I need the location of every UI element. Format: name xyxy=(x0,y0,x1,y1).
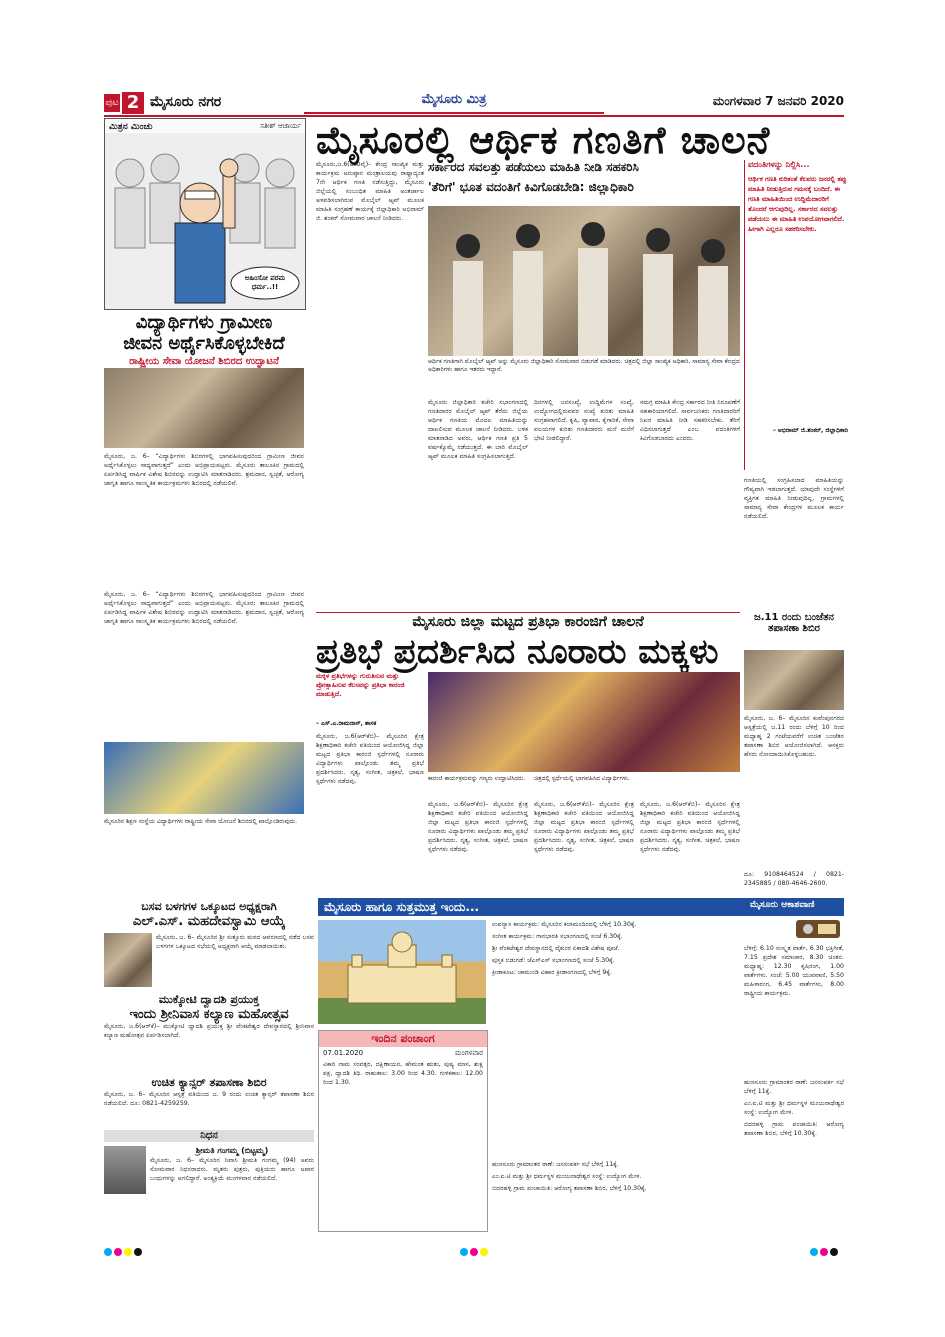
obituary-section: ನಿಧನ xyxy=(104,1130,314,1142)
talent-kicker: ಮೈಸೂರು ಜಿಲ್ಲಾ ಮಟ್ಟದ ಪ್ರತಿಭಾ ಕಾರಂಜಿಗೆ ಚಾಲನೆ xyxy=(412,614,644,630)
registration-mark xyxy=(114,1248,122,1256)
page-label: ಪುಟ xyxy=(104,94,120,112)
brief-1-photo xyxy=(104,933,152,987)
briefs-column xyxy=(104,900,314,1118)
notice-item: ಎಂ.ಐ.ಟಿ ಮತ್ತು ಶ್ರೀ ಧರ್ಮಸ್ಥಳ ಮಂಜುನಾಥೇಶ್ವರ ಸಂಸ್ಥೆ: ಉದ್ಯೋಗ ಮೇಳ. xyxy=(492,1173,642,1180)
main-headline: ಮೈಸೂರಲ್ಲಿ ಆರ್ಥಿಕ ಗಣತಿಗೆ ಚಾಲನೆ xyxy=(316,118,771,162)
palace-photo xyxy=(318,920,486,1024)
main-dateline: ಮೈಸೂರು,ಜ.6(ಎಂಟಿವೈ)– ಕೇಂದ್ರ ಸಾಂಖ್ಯಿಕ ಮತ್ತು ಕಾರ್ಯಕ್ರಮ ಅನುಷ್ಠಾನ ಮಂತ್ರಾಲಯವು ರಾಷ್ಟ್ರಾದ್ಯಂತ 7ನೇ ಆರ್ಥಿಕ ಗಣತಿ ನಡೆಸುತ್ತಿದ್ದು, ಮೈಸೂರು ಜಿಲ್ಲೆಯಲ್ಲಿ ಸಂಬಂಧಿತ ಮಾಹಿತಿ ಅಂತರ್ಜಾಲ ಅಳವಡಿಸಲಾಗಿರುವ ಮೊಬೈಲ್ ಆ್ಯಪ್ ಮೂಲಕ ಮಾಹಿತಿ ಸಂಗ್ರಹಣೆ ಕಾರ್ಯಕ್ಕೆ ಜಿಲ್ಲಾಧಿಕಾರಿ ಅಭಿರಾಮ್ ಜಿ. ಶಂಕರ್ ಸೋಮವಾರ ಚಾಲನೆ ನೀಡಿದರು. xyxy=(316,161,424,222)
notice-item: ಹುಣಸೂರು ಗ್ರಾಮಾಂತರ ಠಾಣೆ: ಜನಸಂಪರ್ಕ ಸಭೆ ಬೆಳಿಗ್ಗೆ 11ಕ್ಕೆ. xyxy=(492,1161,619,1168)
sidebar-quote-body: ಆರ್ಥಿಕ ಗಣತಿ ಕುರಿತಂತೆ ಕೆಲವರು ಜನರಲ್ಲಿ ತಪ್ಪು ಮಾಹಿತಿ ನೀಡುತ್ತಿರುವ ಗಮನಕ್ಕೆ ಬಂದಿದೆ. ಈ ಗಣತಿ ಮಾಹಿತಿಯಿಂದ ಉದ್ದಿಮೆದಾರರಿಗೆ ತೊಂದರೆ ಆಗುವುದಿಲ್ಲ. ಸರ್ಕಾರದ ಸವಲತ್ತು ಪಡೆಯಲು ಈ ಮಾಹಿತಿ ಉಪಯೋಗವಾಗಲಿದೆ. ಹೀಗಾಗಿ ಎಲ್ಲರೂ ಸಹಕರಿಸಬೇಕು. xyxy=(748,175,847,233)
today-item: ಶ್ರೀ ವೆಂಕಟೇಶ್ವರ ದೇವಸ್ಥಾನದಲ್ಲಿ ವೈಕುಂಠ ಏಕಾದಶಿ ವಿಶೇಷ ಪೂಜೆ. xyxy=(492,945,620,952)
brief-3-title: ಉಚಿತ ಕ್ಯಾನ್ಸರ್ ತಪಾಸಣಾ ಶಿಬಿರ xyxy=(151,1076,267,1089)
left-story-body-2: ಮೈಸೂರು, ಜ. 6– “ವಿದ್ಯಾರ್ಥಿಗಳು ಶಿಬಿರಗಳಲ್ಲಿ ಭಾಗವಹಿಸುವುದರಿಂದ ಗ್ರಾಮೀಣ ಜೀವನ ಅರ್ಥೈಸಿಕೊಳ್ಳಲು ಸಾಧ್ಯವಾಗುತ್ತದೆ” ಎಂದು ಅಭಿಪ್ರಾಯಪಟ್ಟರು. ಮೈಸೂರು ತಾಲೂಕಿನ ಗ್ರಾಮದಲ್ಲಿ ಏರ್ಪಡಿಸಿದ್ದ ವಾರ್ಷಿಕ ವಿಶೇಷ ಶಿಬಿರವನ್ನು ಉದ್ಘಾಟಿಸಿ ಮಾತನಾಡಿದರು. ಶ್ರಮದಾನ, ಸ್ವಚ್ಛತೆ, ಆರೋಗ್ಯ ಜಾಗೃತಿ ಹಾಗೂ ಸಾಂಸ್ಕೃತಿಕ ಕಾರ್ಯಕ್ರಮಗಳು ಶಿಬಿರದಲ್ಲಿ ನಡೆಯಲಿವೆ. xyxy=(104,591,304,625)
obituary-body: ಮೈಸೂರು, ಜ. 6– ಮೈಸೂರಿನ ನಿವಾಸಿ ಶ್ರೀಮತಿ ಗಂಗಮ್ಮ (94) ಅವರು ಸೋಮವಾರ ನಿಧನರಾದರು. ಮೃತರು ಪುತ್ರರು, ಪುತ್ರಿಯರು ಹಾಗೂ ಅಪಾರ ಬಂಧುಗಳನ್ನು ಅಗಲಿದ್ದಾರೆ. ಅಂತ್ಯಕ್ರಿಯೆ ಮಂಗಳವಾರ ನಡೆಯಲಿದೆ. xyxy=(150,1157,314,1182)
registration-mark xyxy=(104,1248,112,1256)
talent-caption-1: ಕಾರಂಜಿ ಕಾರ್ಯಕ್ರಮವನ್ನು ಗಣ್ಯರು ಉದ್ಘಾಟಿಸಿದರು. xyxy=(428,775,526,782)
notice-item: ಬಿದರಹಳ್ಳಿ ಗ್ರಾಮ ಪಂಚಾಯಿತಿ: ಆರೋಗ್ಯ ತಪಾಸಣಾ ಶಿಬಿರ, ಬೆಳಿಗ್ಗೆ 10.30ಕ್ಕೆ. xyxy=(492,1185,647,1192)
sidebar-quote-author: – ಅಭಿರಾಮ್ ಜಿ.ಶಂಕರ್, ಜಿಲ್ಲಾಧಿಕಾರಿ xyxy=(772,427,848,434)
brief-2-body: ಮೈಸೂರು, ಜ.6(ಆರ್‌ಕೆ)– ಮುಕ್ಕೋಟಿ ದ್ವಾದಶಿ ಪ್ರಯುಕ್ತ ಶ್ರೀ ವೆಂಕಟೇಶ್ವರ ದೇವಸ್ಥಾನದಲ್ಲಿ ಶ್ರೀನಿವಾಸ ಕಲ್ಯಾಣ ಮಹೋತ್ಸವ ಏರ್ಪಡಿಸಲಾಗಿದೆ. xyxy=(104,1023,314,1039)
notices-list-2 xyxy=(492,1160,740,1240)
masthead: ಮೈಸೂರು ಮಿತ್ರ xyxy=(304,92,604,114)
nss-photo xyxy=(104,368,304,448)
brief-1-title-2: ಎಲ್.ಎಸ್. ಮಹದೇವಸ್ವಾಮಿ ಆಯ್ಕೆ xyxy=(132,914,286,929)
panchanga-body: ವಿಕಾರಿ ನಾಮ ಸಂವತ್ಸರ, ದಕ್ಷಿಣಾಯನ, ಹೇಮಂತ ಋತು, ಪುಷ್ಯ ಮಾಸ, ಶುಕ್ಲ ಪಕ್ಷ, ದ್ವಾದಶಿ ತಿಥಿ. ರಾಹುಕಾಲ: 3.00 ರಿಂದ 4.30. ಗುಳಿಕಕಾಲ: 12.00 ರಿಂದ 1.30. xyxy=(323,1061,483,1086)
main-photo xyxy=(428,206,740,356)
brief-3-body: ಮೈಸೂರು, ಜ. 6– ಮೈಸೂರಿನ ಆಸ್ಪತ್ರೆ ವತಿಯಿಂದ ಜ. 9 ರಂದು ಉಚಿತ ಕ್ಯಾನ್ಸರ್ ತಪಾಸಣಾ ಶಿಬಿರ ನಡೆಯಲಿದೆ. ದೂ: 0821-4259259. xyxy=(104,1091,314,1107)
obituary-name: ಶ್ರೀಮತಿ ಗಂಗಮ್ಮ (ಬಿಟ್ಟಮ್ಮ) xyxy=(195,1146,269,1155)
cartoon-title: ಮಿತ್ರನ ಮಿಂಚು xyxy=(109,122,153,132)
notice-item: ಹುಣಸೂರು ಗ್ರಾಮಾಂತರ ಠಾಣೆ: ಜನಸಂಪರ್ಕ ಸಭೆ ಬೆಳಿಗ್ಗೆ 11ಕ್ಕೆ. xyxy=(744,1079,844,1095)
panchanga-day: ಮಂಗಳವಾರ xyxy=(454,1049,483,1057)
main-subhead-2: 'ತೆರಿಗೆ' ಭೂತ ವದಂತಿಗೆ ಕಿವಿಗೊಡಬೇಡಿ: ಜಿಲ್ಲಾಧಿಕಾರಿ xyxy=(428,180,634,194)
today-item: ಸಂಗೀತ ಕಾರ್ಯಕ್ರಮ: ಗಾನಭಾರತಿ ಸಭಾಂಗಣದಲ್ಲಿ ಸಂಜೆ 6.30ಕ್ಕೆ. xyxy=(492,933,623,940)
obituary xyxy=(104,1146,314,1232)
talent-body-4: ಮೈಸೂರು, ಜ.6(ಆರ್‌ಕೆಬಿ)– ಮೈಸೂರಿನ ಕ್ಷೇತ್ರ ಶಿಕ್ಷಣಾಧಿಕಾರಿ ಕಚೇರಿ ವತಿಯಿಂದ ಆಯೋಜಿಸಿದ್ದ ಜಿಲ್ಲಾ ಮಟ್ಟದ ಪ್ರತಿಭಾ ಕಾರಂಜಿ ಸ್ಪರ್ಧೆಗಳಲ್ಲಿ ನೂರಾರು ವಿದ್ಯಾರ್ಥಿಗಳು ಪಾಲ್ಗೊಂಡು ತಮ್ಮ ಪ್ರತಿಭೆ ಪ್ರದರ್ಶಿಸಿದರು. ನೃತ್ಯ, ಸಂಗೀತ, ಚಿತ್ರಕಲೆ, ಭಾಷಣ ಸ್ಪರ್ಧೆಗಳು ನಡೆದವು. xyxy=(640,801,740,853)
registration-mark xyxy=(134,1248,142,1256)
main-photo-caption: ಆರ್ಥಿಕ ಗಣತಿಗಾಗಿ ಮೊಬೈಲ್ ಆ್ಯಪ್ ಅನ್ನು ಮೈಸೂರು ಜಿಲ್ಲಾಧಿಕಾರಿ ಸೋಮವಾರ ಬಿಡುಗಡೆ ಮಾಡಿದರು. ಚಿತ್ರದಲ್ಲಿ ಜಿಲ್ಲಾ ಸಾಂಖ್ಯಿಕ ಅಧಿಕಾರಿ, ಸಾಮಾನ್ಯ ಸೇವಾ ಕೇಂದ್ರದ ಅಧಿಕಾರಿಗಳು ಹಾಗೂ ಇತರರು ಇದ್ದಾರೆ. xyxy=(428,358,740,373)
registration-mark xyxy=(124,1248,132,1256)
panchanga-date: 07.01.2020 xyxy=(323,1049,364,1057)
cartoon-speech: ಅಹಿಂಸೋ ಪರಮ ಧರ್ಮ..!! xyxy=(244,274,286,291)
brief-1-title: ಬಸವ ಬಳಗಗಳ ಒಕ್ಕೂಟದ ಅಧ್ಯಕ್ಷರಾಗಿ xyxy=(141,900,277,913)
cartoon-box xyxy=(104,118,306,310)
left-story xyxy=(104,312,304,367)
health-camp-photo xyxy=(744,650,844,710)
talent-quote-author: – ಎಸ್.ಎ.ರಾಮದಾಸ್, ಶಾಸಕ xyxy=(316,720,377,727)
talent-rule xyxy=(316,612,740,613)
left-story-caption: ಮೈಸೂರಿನ ಶಿಕ್ಷಣ ಸಂಸ್ಥೆಯ ವಿದ್ಯಾರ್ಥಿಗಳು ರಾಷ್ಟ್ರೀಯ ಸೇವಾ ಯೋಜನೆ ಶಿಬಿರದಲ್ಲಿ ಪಾಲ್ಗೊಂಡಿರುವುದು. xyxy=(104,818,298,825)
cartoon-artist: ಸತೀಶ್ ಆಚಾರ್ಯ xyxy=(260,122,301,130)
brief-1-body: ಮೈಸೂರು, ಜ. 6– ಮೈಸೂರಿನ ಶ್ರೀ ಸುತ್ತೂರು ಮಠದ ಆವರಣದಲ್ಲಿ ನಡೆದ ಬಸವ ಬಳಗಗಳ ಒಕ್ಕೂಟದ ಸಭೆಯಲ್ಲಿ ಅಧ್ಯಕ್ಷರಾಗಿ ಆಯ್ಕೆ ಮಾಡಲಾಯಿತು. xyxy=(156,934,314,950)
registration-mark xyxy=(480,1248,488,1256)
main-subhead-1: ಸರ್ಕಾರದ ಸವಲತ್ತು ಪಡೆಯಲು ಮಾಹಿತಿ ನೀಡಿ ಸಹಕರಿಸಿ xyxy=(428,160,639,174)
issue-date: ಮಂಗಳವಾರ 7 ಜನವರಿ 2020 xyxy=(712,94,844,108)
today-item: ಉಪನ್ಯಾಸ ಕಾರ್ಯಕ್ರಮ: ಮೈಸೂರಿನ ಕಲಾಮಂದಿರದಲ್ಲಿ ಬೆಳಿಗ್ಗೆ 10.30ಕ್ಕೆ. xyxy=(492,921,637,928)
brief-2-title-2: ಇಂದು ಶ್ರೀನಿವಾಸ ಕಲ್ಯಾಣ ಮಹೋತ್ಸವ xyxy=(129,1007,289,1022)
today-item: ಕ್ರೀಡಾಕೂಟ: ಚಾಮುಂಡಿ ವಿಹಾರ ಕ್ರೀಡಾಂಗಣದಲ್ಲಿ ಬೆಳಿಗ್ಗೆ 9ಕ್ಕೆ. xyxy=(492,969,612,976)
registration-mark xyxy=(810,1248,818,1256)
health-camp-title: ಜ.11 ರಂದು ಬಂಜೆತನ ತಪಾಸಣಾ ಶಿಬಿರ xyxy=(754,612,834,634)
main-col-5: ಗಣತಿಯಲ್ಲಿ ಸಂಗ್ರಹಿಸಲಾದ ಮಾಹಿತಿಯನ್ನು ಗೌಪ್ಯವಾಗಿ ಇಡಲಾಗುತ್ತದೆ. ಯಾವುದೇ ಸಂಸ್ಥೆಗಳಿಗೆ ವ್ಯಕ್ತಿಗತ ಮಾಹಿತಿ ನೀಡುವುದಿಲ್ಲ. ಗ್ರಾಮಗಳಲ್ಲಿ ಸಾಮಾನ್ಯ ಸೇವಾ ಕೇಂದ್ರಗಳ ಮೂಲಕ ಕಾರ್ಯ ನಡೆಯಲಿದೆ. xyxy=(744,477,844,520)
talent-body-3: ಮೈಸೂರು, ಜ.6(ಆರ್‌ಕೆಬಿ)– ಮೈಸೂರಿನ ಕ್ಷೇತ್ರ ಶಿಕ್ಷಣಾಧಿಕಾರಿ ಕಚೇರಿ ವತಿಯಿಂದ ಆಯೋಜಿಸಿದ್ದ ಜಿಲ್ಲಾ ಮಟ್ಟದ ಪ್ರತಿಭಾ ಕಾರಂಜಿ ಸ್ಪರ್ಧೆಗಳಲ್ಲಿ ನೂರಾರು ವಿದ್ಯಾರ್ಥಿಗಳು ಪಾಲ್ಗೊಂಡು ತಮ್ಮ ಪ್ರತಿಭೆ ಪ್ರದರ್ಶಿಸಿದರು. ನೃತ್ಯ, ಸಂಗೀತ, ಚಿತ್ರಕಲೆ, ಭಾಷಣ ಸ್ಪರ್ಧೆಗಳು ನಡೆದವು. xyxy=(534,801,634,853)
health-camp-phone: ದೂ: 9108464524 / 0821-2345885 / 080-4646-2600. xyxy=(744,871,844,887)
left-kicker: ರಾಷ್ಟ್ರೀಯ ಸೇವಾ ಯೋಜನೆ ಶಿಬಿರದ ಉದ್ಘಾಟನೆ xyxy=(129,356,279,367)
notice-item: ಬಿದರಹಳ್ಳಿ ಗ್ರಾಮ ಪಂಚಾಯಿತಿ: ಆರೋಗ್ಯ ತಪಾಸಣಾ ಶಿಬಿರ, ಬೆಳಿಗ್ಗೆ 10.30ಕ್ಕೆ. xyxy=(744,1121,844,1137)
registration-mark xyxy=(820,1248,828,1256)
brief-2-title: ಮುಕ್ಕೋಟಿ ದ್ವಾದಶಿ ಪ್ರಯುಕ್ತ xyxy=(158,993,260,1006)
today-title: ಮೈಸೂರು ಹಾಗೂ ಸುತ್ತಮುತ್ತ ಇಂದು... xyxy=(318,898,750,916)
students-photo xyxy=(104,742,304,814)
health-camp-body: ಮೈಸೂರು, ಜ. 6– ಮೈಸೂರಿನ ಕುವೆಂಪುನಗರದ ಆಸ್ಪತ್ರೆಯಲ್ಲಿ ಜ.11 ರಂದು ಬೆಳಿಗ್ಗೆ 10 ರಿಂದ ಮಧ್ಯಾಹ್ನ 2 ಗಂಟೆಯವರೆಗೆ ಉಚಿತ ಬಂಜೆತನ ತಪಾಸಣಾ ಶಿಬಿರ ಆಯೋಜಿಸಲಾಗಿದೆ. ಆಸಕ್ತರು ಹೆಸರು ನೋಂದಾಯಿಸಿಕೊಳ್ಳಬಹುದು. xyxy=(744,715,844,758)
main-col-2: ಮೈಸೂರು ಜಿಲ್ಲಾಧಿಕಾರಿ ಕಚೇರಿ ಸಭಾಂಗಣದಲ್ಲಿ ಗಣತಿದಾರರ ಮೊಬೈಲ್ ಆ್ಯಪ್ ತೆರೆದು ಜಿಲ್ಲೆಯ ಆರ್ಥಿಕ ಗಣತಿಯ ಮೊದಲ ಮಾಹಿತಿಯನ್ನು ದಾಖಲಿಸುವ ಮೂಲಕ ಚಾಲನೆ ನೀಡಿದರು. ಬಳಿಕ ಮಾತನಾಡಿದ ಅವರು, ಆರ್ಥಿಕ ಗಣತಿ ಪ್ರತಿ 5 ವರ್ಷಕ್ಕೊಮ್ಮೆ ನಡೆಯುತ್ತದೆ. ಈ ಬಾರಿ ಮೊಬೈಲ್ ಆ್ಯಪ್ ಮೂಲಕ ಮಾಹಿತಿ ಸಂಗ್ರಹಿಸಲಾಗುತ್ತಿದೆ. xyxy=(428,399,528,460)
panchanga-box xyxy=(318,1030,488,1232)
talent-headline: ಪ್ರತಿಭೆ ಪ್ರದರ್ಶಿಸಿದ ನೂರಾರು ಮಕ್ಕಳು xyxy=(316,632,719,672)
notices-list xyxy=(744,1078,844,1238)
registration-mark xyxy=(460,1248,468,1256)
header-rule xyxy=(104,115,844,117)
obituary-photo xyxy=(104,1146,146,1194)
main-col-3: ದಿನಗಳಲ್ಲಿ ಜನಸಂಖ್ಯೆ, ಉದ್ದಿಮೆಗಳ ಸಂಖ್ಯೆ, ಉದ್ಯೋಗದಲ್ಲಿರುವವರ ಸಂಖ್ಯೆ ಕುರಿತು ಮಾಹಿತಿ ಸಂಗ್ರಹವಾಗಲಿದೆ. ಕೃಷಿ, ವ್ಯಾಪಾರ, ಕೈಗಾರಿಕೆ, ಸೇವಾ ವಲಯಗಳ ಕುರಿತು ಗಣತಿದಾರರು ಮನೆ ಮನೆಗೆ ಭೇಟಿ ನೀಡಲಿದ್ದಾರೆ. xyxy=(534,399,634,442)
talent-caption-2: ಚಿತ್ರದಲ್ಲಿ ಸ್ಪರ್ಧೆಯಲ್ಲಿ ಭಾಗವಹಿಸಿದ ವಿದ್ಯಾರ್ಥಿಗಳು. xyxy=(534,775,630,782)
sidebar-quote-title: ವದಂತಿಗಳನ್ನು ನಿಲ್ಲಿಸಿ... xyxy=(748,160,810,169)
main-col-4: ಸಮಗ್ರ ಮಾಹಿತಿ ಕೇಂದ್ರ ಸರ್ಕಾರದ ನೀತಿ ನಿರೂಪಣೆಗೆ ಸಹಕಾರಿಯಾಗಲಿದೆ. ಸಾರ್ವಜನಿಕರು ಗಣತಿದಾರರಿಗೆ ನಿಖರ ಮಾಹಿತಿ ನೀಡಿ ಸಹಕರಿಸಬೇಕು. ತೆರಿಗೆ ವಿಧಿಸಲಾಗುತ್ತದೆ ಎಂಬ ವದಂತಿಗಳಿಗೆ ಕಿವಿಗೊಡಬಾರದು ಎಂದರು. xyxy=(640,399,740,442)
page-number: 2 xyxy=(122,92,144,114)
talent-body: ಮೈಸೂರು, ಜ.6(ಆರ್‌ಕೆಬಿ)– ಮೈಸೂರಿನ ಕ್ಷೇತ್ರ ಶಿಕ್ಷಣಾಧಿಕಾರಿ ಕಚೇರಿ ವತಿಯಿಂದ ಆಯೋಜಿಸಿದ್ದ ಜಿಲ್ಲಾ ಮಟ್ಟದ ಪ್ರತಿಭಾ ಕಾರಂಜಿ ಸ್ಪರ್ಧೆಗಳಲ್ಲಿ ನೂರಾರು ವಿದ್ಯಾರ್ಥಿಗಳು ಪಾಲ್ಗೊಂಡು ತಮ್ಮ ಪ್ರತಿಭೆ ಪ್ರದರ್ಶಿಸಿದರು. ನೃತ್ಯ, ಸಂಗೀತ, ಚಿತ್ರಕಲೆ, ಭಾಷಣ ಸ್ಪರ್ಧೆಗಳು ನಡೆದವು. xyxy=(316,733,424,785)
talent-body-2: ಮೈಸೂರು, ಜ.6(ಆರ್‌ಕೆಬಿ)– ಮೈಸೂರಿನ ಕ್ಷೇತ್ರ ಶಿಕ್ಷಣಾಧಿಕಾರಿ ಕಚೇರಿ ವತಿಯಿಂದ ಆಯೋಜಿಸಿದ್ದ ಜಿಲ್ಲಾ ಮಟ್ಟದ ಪ್ರತಿಭಾ ಕಾರಂಜಿ ಸ್ಪರ್ಧೆಗಳಲ್ಲಿ ನೂರಾರು ವಿದ್ಯಾರ್ಥಿಗಳು ಪಾಲ್ಗೊಂಡು ತಮ್ಮ ಪ್ರತಿಭೆ ಪ್ರದರ್ಶಿಸಿದರು. ನೃತ್ಯ, ಸಂಗೀತ, ಚಿತ್ರಕಲೆ, ಭಾಷಣ ಸ್ಪರ್ಧೆಗಳು ನಡೆದವು. xyxy=(428,801,528,853)
talent-quote-box xyxy=(316,672,424,712)
sidebar-quote xyxy=(744,160,848,470)
registration-mark xyxy=(470,1248,478,1256)
page-header xyxy=(104,92,844,114)
health-camp xyxy=(744,612,844,634)
main-col-1 xyxy=(316,160,424,540)
registration-mark xyxy=(830,1248,838,1256)
left-headline-1: ವಿದ್ಯಾರ್ಥಿಗಳು ಗ್ರಾಮೀಣ xyxy=(135,312,273,333)
today-list xyxy=(492,920,740,1150)
akashavani-title: ಮೈಸೂರು ಆಕಾಶವಾಣಿ xyxy=(744,898,844,916)
notice-item: ಎಂ.ಐ.ಟಿ ಮತ್ತು ಶ್ರೀ ಧರ್ಮಸ್ಥಳ ಮಂಜುನಾಥೇಶ್ವರ ಸಂಸ್ಥೆ: ಉದ್ಯೋಗ ಮೇಳ. xyxy=(744,1100,844,1116)
panchanga-title: ಇಂದಿನ ಪಂಚಾಂಗ xyxy=(319,1031,487,1047)
today-item: ಪುಸ್ತಕ ಬಿಡುಗಡೆ: ಜೆಎಸ್‌ಎಸ್ ಸಭಾಂಗಣದಲ್ಲಿ ಸಂಜೆ 5.30ಕ್ಕೆ. xyxy=(492,957,615,964)
radio-icon xyxy=(744,918,844,940)
talent-photo-1 xyxy=(428,672,740,772)
section-name: ಮೈಸೂರು ನಗರ xyxy=(150,94,222,110)
left-story-body: ಮೈಸೂರು, ಜ. 6– “ವಿದ್ಯಾರ್ಥಿಗಳು ಶಿಬಿರಗಳಲ್ಲಿ ಭಾಗವಹಿಸುವುದರಿಂದ ಗ್ರಾಮೀಣ ಜೀವನ ಅರ್ಥೈಸಿಕೊಳ್ಳಲು ಸಾಧ್ಯವಾಗುತ್ತದೆ” ಎಂದು ಅಭಿಪ್ರಾಯಪಟ್ಟರು. ಮೈಸೂರು ತಾಲೂಕಿನ ಗ್ರಾಮದಲ್ಲಿ ಏರ್ಪಡಿಸಿದ್ದ ವಾರ್ಷಿಕ ವಿಶೇಷ ಶಿಬಿರವನ್ನು ಉದ್ಘಾಟಿಸಿ ಮಾತನಾಡಿದರು. ಶ್ರಮದಾನ, ಸ್ವಚ್ಛತೆ, ಆರೋಗ್ಯ ಜಾಗೃತಿ ಹಾಗೂ ಸಾಂಸ್ಕೃತಿಕ ಕಾರ್ಯಕ್ರಮಗಳು ಶಿಬಿರದಲ್ಲಿ ನಡೆಯಲಿವೆ. xyxy=(104,453,304,487)
left-headline-2: ಜೀವನ ಅರ್ಥೈಸಿಕೊಳ್ಳಬೇಕಿದೆ xyxy=(123,333,285,354)
akashavani-body: ಬೆಳಿಗ್ಗೆ: 6.10 ಸಂಸ್ಕೃತ ವಾರ್ತೆ, 6.30 ಭಕ್ತಿಗೀತೆ, 7.15 ಪ್ರದೇಶ ಸಮಾಚಾರ, 8.30 ಚಿಂತನ. ಮಧ್ಯಾಹ್ನ: 12.30 ಕೃಷಿರಂಗ, 1.00 ವಾರ್ತೆಗಳು. ಸಂಜೆ: 5.00 ಯುವವಾಣಿ, 5.50 ಮಹಿಳಾರಂಗ, 6.45 ವಾರ್ತೆಗಳು, 8.00 ರಾಷ್ಟ್ರೀಯ ಕಾರ್ಯಕ್ರಮ. xyxy=(744,945,844,997)
talent-quote: ಮಕ್ಕಳ ಪ್ರತಿಭೆಗಳನ್ನು ಗುರುತಿಸುವ ಮತ್ತು ಪ್ರೋತ್ಸಾಹಿಸುವ ಕೆಲಸವನ್ನು ಪ್ರತಿಭಾ ಕಾರಂಜಿ ಮಾಡುತ್ತಿದೆ. xyxy=(316,672,405,698)
